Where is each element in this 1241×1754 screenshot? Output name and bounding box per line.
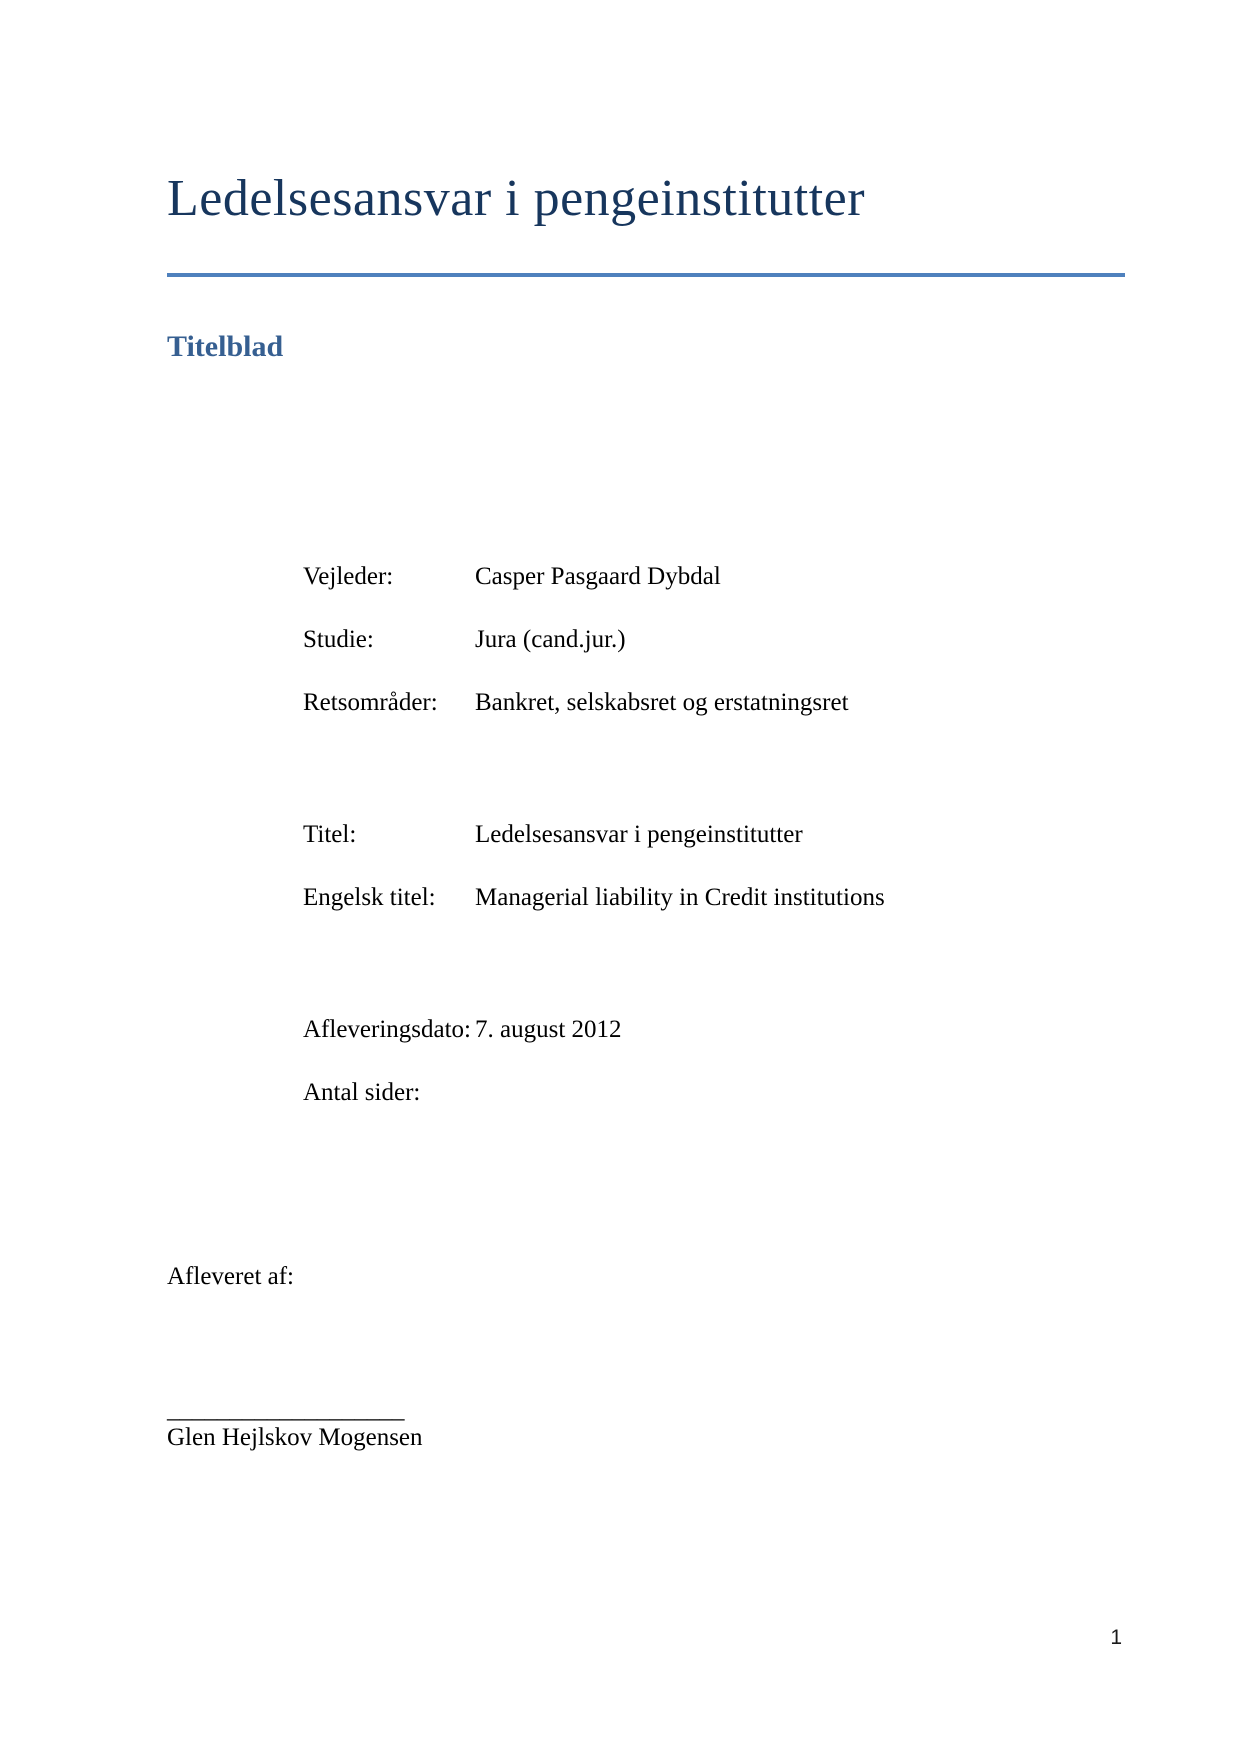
signature-name: Glen Hejlskov Mogensen [167,1424,423,1451]
title-page-info-block [303,562,885,1141]
info-value-engelsk-titel: Managerial liability in Credit institutions [475,884,885,911]
info-row-afleveringsdato [303,1015,885,1078]
info-label-retsomraader: Retsområder: [303,689,438,716]
info-label-studie: Studie: [303,626,374,653]
section-heading-titelblad: Titelblad [167,330,284,363]
info-row-retsomraader [303,688,885,751]
submitted-by-label: Afleveret af: [167,1263,295,1290]
info-value-titel: Ledelsesansvar i pengeinstitutter [475,821,803,848]
signature-block [167,1396,423,1452]
info-row-engelsk-titel [303,883,885,946]
info-row-titel [303,820,885,883]
info-label-afleveringsdato: Afleveringsdato: [303,1016,472,1043]
info-label-vejleder: Vejleder: [303,563,394,590]
info-row-antal-sider [303,1078,885,1141]
info-label-titel: Titel: [303,821,357,848]
info-value-vejleder: Casper Pasgaard Dybdal [475,563,721,590]
info-value-retsomraader: Bankret, selskabsret og erstatningsret [475,689,849,716]
info-label-engelsk-titel: Engelsk titel: [303,884,436,911]
info-value-afleveringsdato: 7. august 2012 [475,1016,622,1043]
document-title: Ledelsesansvar i pengeinstitutter [167,168,1125,277]
info-label-antal-sider: Antal sider: [303,1079,421,1106]
info-row-vejleder [303,562,885,625]
signature-line: ___________________ [167,1396,405,1423]
info-row-studie [303,625,885,688]
page-number: 1 [1110,1626,1122,1649]
info-value-studie: Jura (cand.jur.) [475,626,626,653]
